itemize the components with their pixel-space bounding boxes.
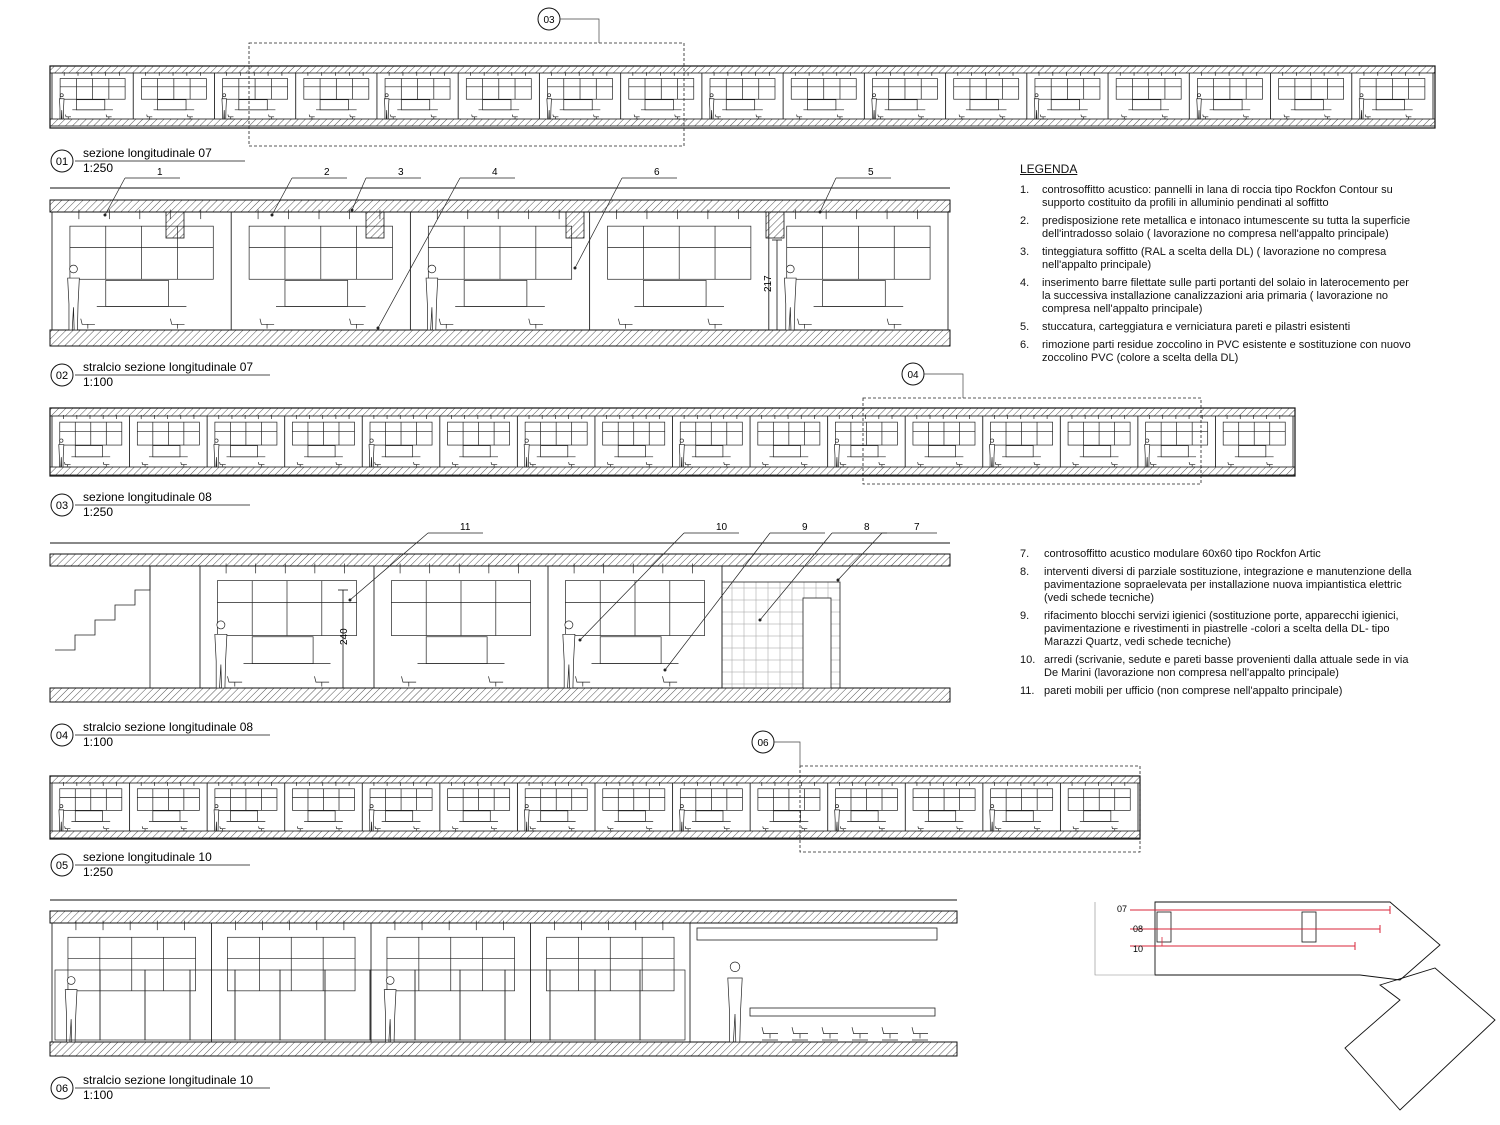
legend-item-5	[1020, 321, 1420, 334]
title-block-02	[51, 360, 270, 389]
leader-tag-label: 10	[716, 522, 728, 533]
legend-item-number: 10.	[1020, 654, 1036, 666]
leader-tag-label: 7	[914, 522, 920, 533]
legend-item-text: inserimento barre filettate sulle parti portanti del solaio in laterocemento per la successiva installazione canalizzazioni aria primaria ( lavorazione no compresa nell'appalto principale)	[1042, 277, 1409, 315]
legend-item-10	[1020, 654, 1420, 680]
leader-tag-label: 2	[324, 167, 330, 178]
legend-item-number: 6.	[1020, 339, 1030, 351]
legend-item-number: 1.	[1020, 184, 1030, 196]
leader-tag-label: 11	[460, 522, 471, 533]
callout-06-label: 06	[757, 738, 769, 749]
key-plan	[1095, 902, 1495, 1110]
legend-item-9	[1020, 610, 1420, 649]
legend-item-text: rifacimento blocchi servizi igienici (sostituzione porte, apparecchi igienici, pavimentazione e rivestimenti in piastrelle -colori a scelta della DL- tipo Marazzi Quartz, vedi schede tecniche)	[1044, 610, 1399, 648]
section-title: stralcio sezione longitudinale 07	[83, 360, 254, 374]
section-number: 04	[55, 730, 69, 742]
section-04-drawing	[50, 543, 950, 702]
legend-part-2	[1020, 548, 1420, 703]
section-title: sezione longitudinale 08	[83, 490, 212, 504]
legend-item-3	[1020, 246, 1420, 272]
key-plan-label-07: 07	[1117, 904, 1128, 914]
section-title: stralcio sezione longitudinale 10	[83, 1073, 254, 1087]
legend-item-number: 2.	[1020, 215, 1030, 227]
legend-item-text: rimozione parti residue zoccolino in PVC esistente e sostituzione con nuovo zoccolino PVC (colore a scelta della DL)	[1042, 339, 1411, 364]
legend-item-text: tinteggiatura soffitto (RAL a scelta della DL) ( lavorazione no compresa nell'appalto principale)	[1042, 246, 1387, 271]
leader-tag-label: 8	[864, 522, 870, 533]
section-02-drawing	[50, 188, 950, 346]
legend-item-11	[1020, 685, 1420, 698]
dimension-240: 240	[339, 628, 350, 645]
section-03-drawing	[50, 398, 1295, 484]
key-plan-label-10: 10	[1133, 944, 1144, 954]
leader-tag-label: 5	[868, 167, 874, 178]
section-scale: 1:100	[83, 375, 114, 389]
section-01-drawing	[50, 43, 1435, 146]
title-block-05	[51, 850, 250, 879]
leader-tag-label: 6	[654, 167, 660, 178]
section-title: sezione longitudinale 10	[83, 850, 212, 864]
legend-part-1	[1020, 163, 1420, 370]
section-scale: 1:100	[83, 1088, 114, 1102]
section-title: stralcio sezione longitudinale 08	[83, 720, 254, 734]
legend-item-number: 9.	[1020, 610, 1030, 622]
section-scale: 1:250	[83, 161, 114, 175]
section-title: sezione longitudinale 07	[83, 146, 212, 160]
section-scale: 1:250	[83, 865, 114, 879]
legend-item-number: 11.	[1020, 685, 1035, 697]
legend-item-1	[1020, 184, 1420, 210]
legend-item-text: pareti mobili per ufficio (non comprese nell'appalto principale)	[1044, 685, 1343, 697]
legend-item-text: arredi (scrivanie, sedute e pareti basse provenienti dalla attuale sede in via De Marini (lavorazione non compresa nell'appalto principale)	[1044, 654, 1409, 679]
section-scale: 1:100	[83, 735, 114, 749]
legend-item-number: 7.	[1020, 548, 1030, 560]
legend-item-number: 3.	[1020, 246, 1030, 258]
legend-item-text: interventi diversi di parziale sostituzione, integrazione e manutenzione della pavimentazione sopraelevata per installazione nuova impiantistica elettric (vedi schede tecniche)	[1044, 566, 1412, 604]
legend-item-number: 5.	[1020, 321, 1030, 333]
section-number: 02	[55, 370, 69, 382]
legend-item-8	[1020, 566, 1420, 605]
legend-item-2	[1020, 215, 1420, 241]
legend-item-text: predisposizione rete metallica e intonaco intumescente su tutta la superficie dell'intradosso solaio ( lavorazione no compresa nell'appalto principale)	[1042, 215, 1411, 240]
leader-tag-label: 4	[492, 167, 498, 178]
section-05-drawing	[50, 766, 1140, 852]
callout-03-label: 03	[543, 15, 555, 26]
legend-item-6	[1020, 339, 1420, 365]
legend-item-7	[1020, 548, 1420, 561]
section-number: 06	[55, 1083, 69, 1095]
section-number: 05	[55, 860, 69, 872]
legend-item-text: controsoffitto acustico modulare 60x60 tipo Rockfon Artic	[1044, 548, 1321, 560]
title-block-04	[51, 720, 270, 749]
legend-heading: LEGENDA	[1020, 162, 1078, 176]
callout-06[interactable]	[752, 731, 800, 766]
title-block-01	[51, 146, 245, 175]
leader-tag-label: 9	[802, 522, 808, 533]
legend-item-text: stuccatura, carteggiatura e verniciatura pareti e pilastri esistenti	[1042, 321, 1351, 333]
title-block-06	[51, 1073, 270, 1102]
leader-tag-label: 3	[398, 167, 404, 178]
title-block-03	[51, 490, 250, 519]
callout-04[interactable]	[902, 363, 963, 398]
section-number: 01	[55, 156, 69, 168]
legend-item-text: controsoffitto acustico: pannelli in lana di roccia tipo Rockfon Contour su supporto costituito da profili in alluminio pendinati al soffitto	[1042, 184, 1393, 209]
callout-03-top[interactable]	[538, 8, 599, 43]
legend-item-4	[1020, 277, 1420, 316]
legend-item-number: 8.	[1020, 566, 1030, 578]
section-scale: 1:250	[83, 505, 114, 519]
legend-item-number: 4.	[1020, 277, 1030, 289]
callout-04-label: 04	[907, 370, 919, 381]
key-plan-label-08: 08	[1133, 924, 1144, 934]
leader-tag-label: 1	[157, 167, 163, 178]
dimension-217: 217	[763, 275, 774, 292]
section-number: 03	[55, 500, 69, 512]
section-06-drawing	[50, 900, 957, 1056]
